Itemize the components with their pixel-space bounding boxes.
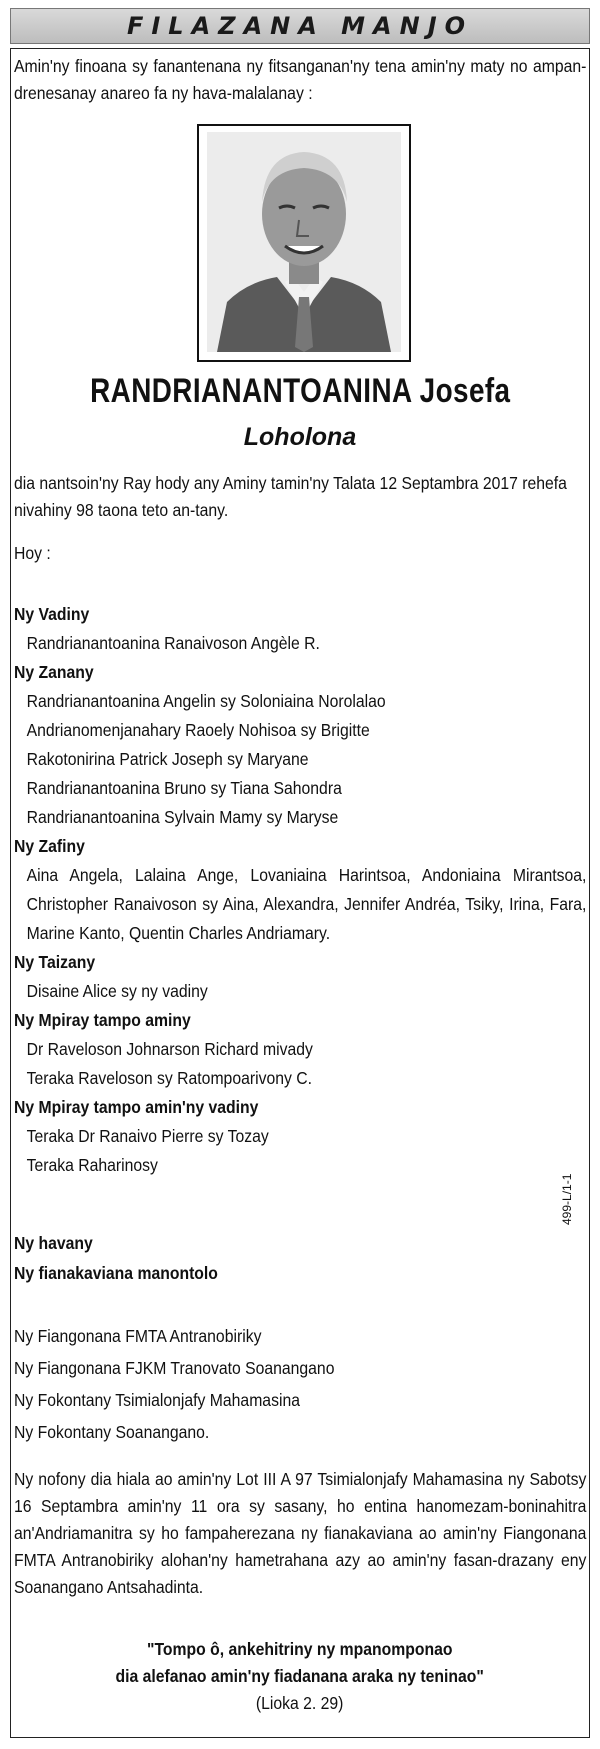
family-member: Randrianantoanina Ranaivoson Angèle R. [26, 633, 320, 653]
family-member: Randrianantoanina Bruno sy Tiana Sahondra [26, 778, 342, 798]
organization-item: Ny Fiangonana FMTA Antranobiriky [14, 1326, 262, 1346]
family-member: Andrianomenjanahary Raoely Nohisoa sy Brigitte [26, 720, 370, 740]
quote-reference: (Lioka 2. 29) [256, 1693, 344, 1713]
closing-head-fianakaviana: Ny fianakaviana manontolo [14, 1263, 218, 1283]
family-heading-zanany: Ny Zanany [14, 662, 94, 682]
hoy-label: Hoy : [14, 543, 51, 563]
organization-item: Ny Fokontany Tsimialonjafy Mahamasina [14, 1390, 300, 1410]
organization-item: Ny Fokontany Soanangano. [14, 1422, 210, 1442]
family-list [14, 600, 586, 1180]
notice-header [10, 8, 590, 44]
portrait-photo [197, 124, 411, 362]
reference-code: 499-L/1-1 [560, 1173, 574, 1225]
organizations-list [14, 1320, 586, 1448]
deceased-name: RANDRIANANTOANINA Josefa [89, 372, 511, 410]
bible-quote [0, 1636, 600, 1717]
funeral-info: Ny nofony dia hiala ao amin'ny Lot III A 97 Tsimialonjafy Mahamasina ny Sabotsy 16 Septambra amin'ny 11 ora sy sasany, ho entina hanomezam-boninahitra an'Andriamanitra sy ho fampaherezana ny fianakaviana ao amin'ny Fiangonana FMTA Antranobiriky alohan'ny hametrahana azy ao amin'ny fasan-drazany eny Soanangano Antsahadinta. [14, 1469, 587, 1597]
closing-head-havany: Ny havany [14, 1233, 93, 1253]
family-heading-vadiny: Ny Vadiny [14, 604, 90, 624]
intro-text: Amin'ny finoana sy fanantenana ny fitsanganan'ny tena amin'ny maty no ampan-drenesanay anareo fa ny hava-malalanay : [14, 56, 587, 103]
quote-line-1: "Tompo ô, ankehitriny ny mpanomponao [147, 1639, 453, 1659]
announcement-text: dia nantsoin'ny Ray hody any Aminy tamin'ny Talata 12 Septambra 2017 rehefa nivahiny 98 taona teto an-tany. [14, 473, 567, 520]
family-member: Teraka Raveloson sy Ratompoarivony C. [26, 1068, 312, 1088]
family-heading-zafiny: Ny Zafiny [14, 836, 85, 856]
family-member: Dr Raveloson Johnarson Richard mivady [26, 1039, 313, 1059]
family-member: Randrianantoanina Sylvain Mamy sy Maryse [26, 807, 339, 827]
closing-heads [14, 1228, 586, 1288]
family-heading-mpiray-tampo-vadiny: Ny Mpiray tampo amin'ny vadiny [14, 1097, 259, 1117]
organization-item: Ny Fiangonana FJKM Tranovato Soanangano [14, 1358, 335, 1378]
family-heading-mpiray-tampo: Ny Mpiray tampo aminy [14, 1010, 191, 1030]
family-member: Teraka Dr Ranaivo Pierre sy Tozay [26, 1126, 269, 1146]
deceased-title: Loholona [243, 423, 357, 451]
family-heading-taizany: Ny Taizany [14, 952, 96, 972]
portrait-image [207, 132, 401, 352]
family-member: Aina Angela, Lalaina Ange, Lovaniaina Harintsoa, Andoniaina Mirantsoa, Christopher Ranaivoson sy Aina, Alexandra, Jennifer Andréa, Tsiky, Irina, Fara, Marine Kanto, Quentin Charles Andriamary. [26, 865, 587, 943]
notice-title: FILAZANA MANJO [126, 12, 474, 40]
quote-line-2: dia alefanao amin'ny fiadanana araka ny teninao" [115, 1666, 485, 1686]
family-member: Rakotonirina Patrick Joseph sy Maryane [26, 749, 309, 769]
family-member: Teraka Raharinosy [26, 1155, 158, 1175]
family-member: Randrianantoanina Angelin sy Soloniaina Norolalao [26, 691, 386, 711]
family-member: Disaine Alice sy ny vadiny [26, 981, 208, 1001]
